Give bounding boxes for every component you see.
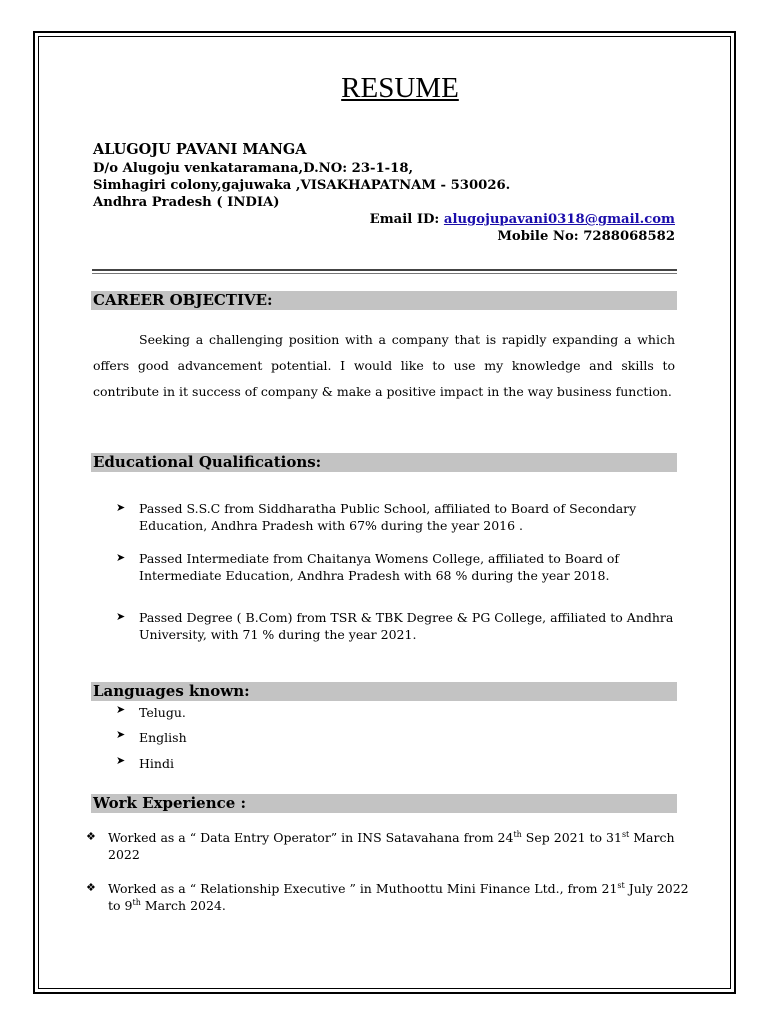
language-item (116, 753, 174, 772)
candidate-name: ALUGOJU PAVANI MANGA (93, 141, 307, 158)
work-text: Sep 2021 to 31 (521, 830, 622, 845)
email-link[interactable]: alugojupavani0318@gmail.com (443, 212, 675, 227)
languages-heading: Languages known: (91, 682, 677, 701)
language-item (116, 702, 186, 721)
education-line: Passed S.S.C from Siddharatha Public School, affiliated to Board of Secondary (139, 501, 637, 516)
arrow-bullet-icon: ➤ (116, 728, 126, 741)
arrow-bullet-icon: ➤ (116, 551, 126, 564)
arrow-bullet-icon: ➤ (116, 703, 126, 716)
email-row (370, 212, 675, 227)
page-title: RESUME (341, 72, 459, 104)
education-line: Passed Degree ( B.Com) from TSR & TBK Degree & PG College, affiliated to Andhra (139, 610, 674, 625)
work-line (108, 880, 716, 897)
language-item (116, 727, 187, 746)
header-divider (92, 269, 677, 271)
work-sup: st (617, 880, 625, 890)
header-divider-thin (92, 273, 677, 274)
education-heading: Educational Qualifications: (91, 453, 677, 472)
work-item (86, 829, 716, 863)
address-line-1: D/o Alugoju venkataramana,D.NO: 23-1-18, (93, 161, 414, 176)
work-line (108, 897, 716, 914)
work-experience-heading: Work Experience : (91, 794, 677, 813)
mobile-number: Mobile No: 7288068582 (497, 229, 675, 244)
work-line: 2022 (108, 847, 140, 862)
diamond-bullet-icon: ❖ (86, 881, 96, 894)
education-item (116, 550, 696, 584)
work-sup: th (132, 897, 141, 907)
work-sup: st (621, 829, 630, 839)
arrow-bullet-icon: ➤ (116, 754, 126, 767)
work-item (86, 880, 716, 914)
work-text: to 9 (108, 898, 133, 913)
education-line: Passed Intermediate from Chaitanya Womens College, affiliated to Board of (139, 551, 620, 566)
diamond-bullet-icon: ❖ (86, 830, 96, 843)
education-item (116, 609, 696, 643)
language-label: English (139, 730, 187, 745)
work-text: Worked as a “ Relationship Executive ” in Muthoottu Mini Finance Ltd., from 21 (108, 881, 618, 896)
work-text: Worked as a “ Data Entry Operator” in INS Satavahana from 24 (108, 830, 514, 845)
education-line: Education, Andhra Pradesh with 67% during the year 2016 . (139, 518, 523, 533)
language-label: Telugu. (139, 705, 186, 720)
work-sup: th (513, 829, 522, 839)
education-line: University, with 71 % during the year 2021. (139, 627, 417, 642)
work-line (108, 829, 716, 846)
address-line-2: Simhagiri colony,gajuwaka ,VISAKHAPATNAM - 530026. (93, 178, 511, 193)
language-label: Hindi (139, 756, 174, 771)
arrow-bullet-icon: ➤ (116, 610, 126, 623)
arrow-bullet-icon: ➤ (116, 501, 126, 514)
email-label: Email ID: (369, 212, 444, 227)
work-text: March (629, 830, 675, 845)
career-objective-heading: CAREER OBJECTIVE: (91, 291, 677, 310)
address-line-3: Andhra Pradesh ( INDIA) (93, 195, 280, 210)
career-objective-text: Seeking a challenging position with a company that is rapidly expanding a which offers good advancement potential. I would like to use my knowledge and skills to contribute in it success of company & make a positive impact in the way business function. (93, 332, 675, 399)
work-text: July 2022 (624, 881, 689, 896)
work-text: March 2024. (140, 898, 226, 913)
education-line: Intermediate Education, Andhra Pradesh with 68 % during the year 2018. (139, 568, 610, 583)
education-item (116, 500, 696, 534)
